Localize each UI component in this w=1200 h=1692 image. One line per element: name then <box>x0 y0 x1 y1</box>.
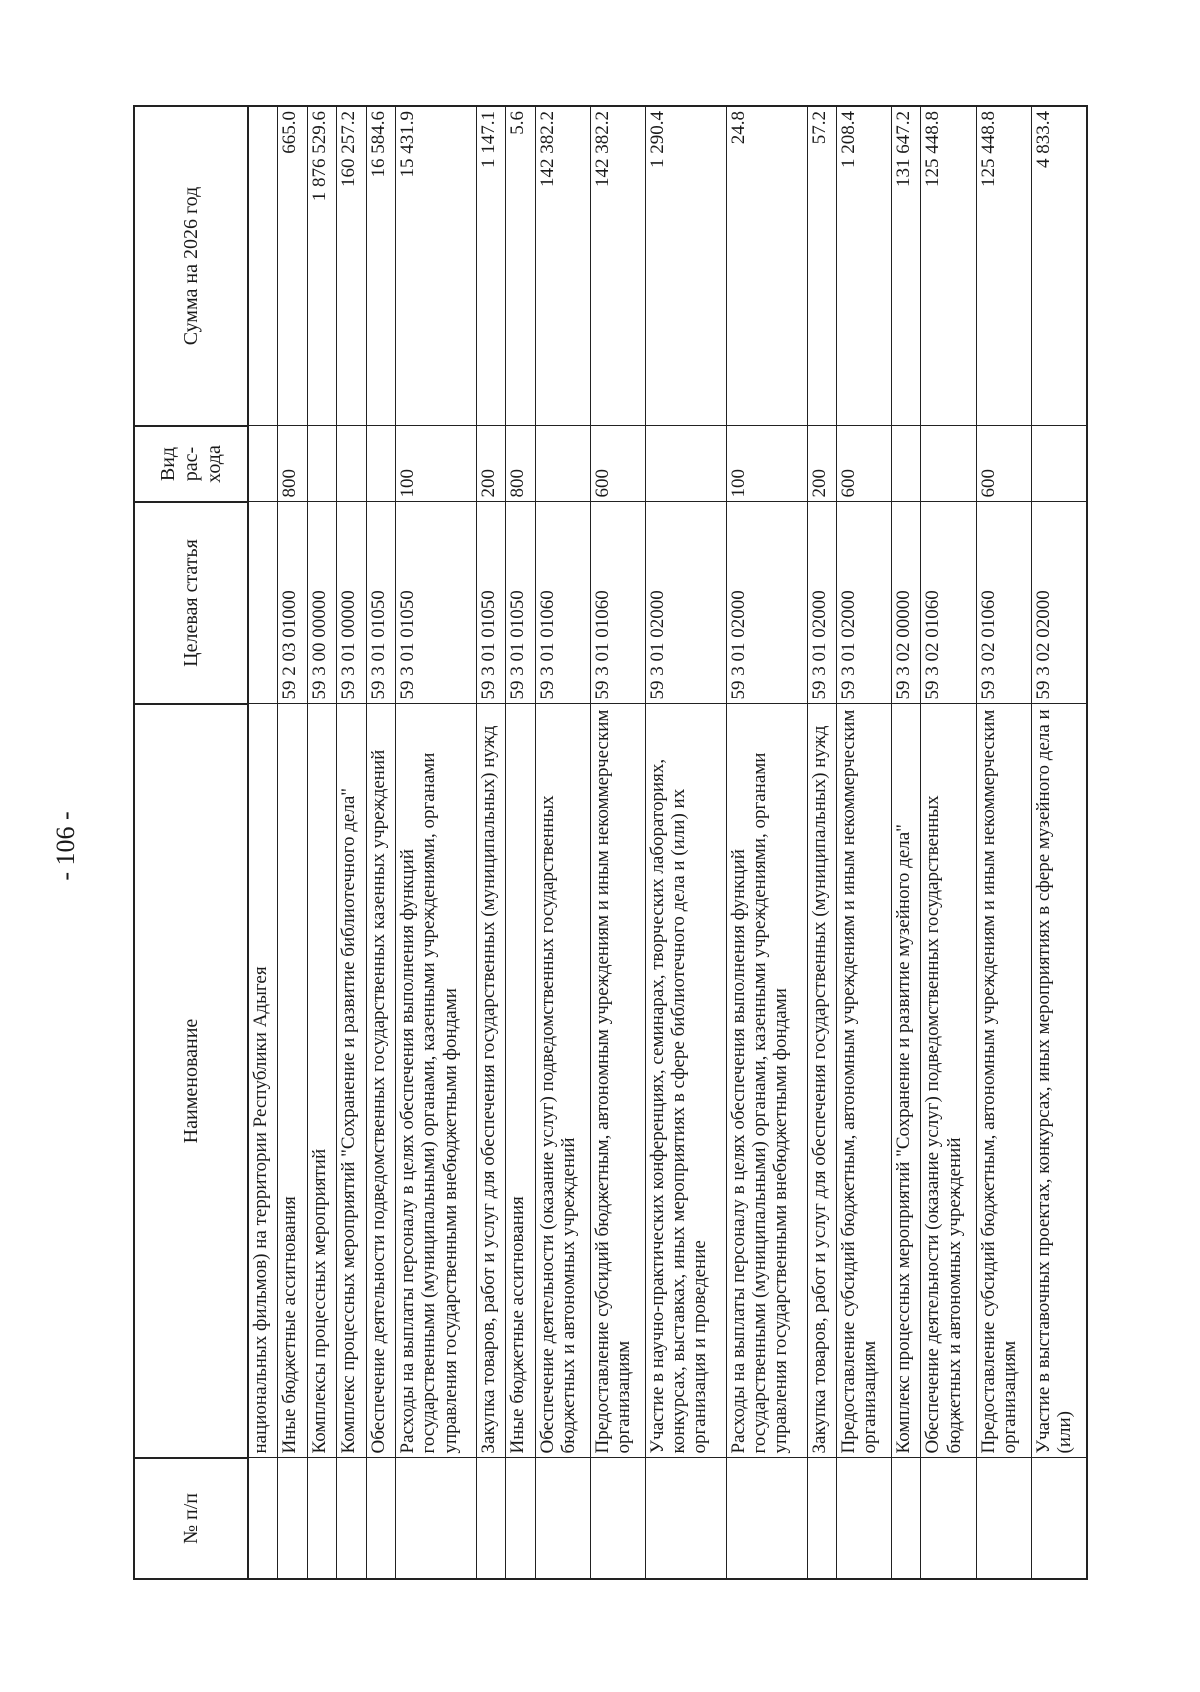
cell-kind <box>535 426 590 502</box>
header-code: Целевая статья <box>134 502 248 704</box>
cell-name: Закупка товаров, работ и услуг для обеспечения государственных (муниципальных) нужд <box>476 704 505 1458</box>
cell-code: 59 3 02 01060 <box>921 502 976 704</box>
budget-table <box>133 105 1088 1580</box>
cell-sum: 16 584.6 <box>366 106 395 426</box>
table-row <box>248 106 278 1579</box>
cell-num <box>506 1458 535 1579</box>
cell-name: Предоставление субсидий бюджетным, автономным учреждениям и иным некоммерческим организациям <box>590 704 645 1458</box>
table-row <box>892 106 921 1579</box>
cell-sum: 1 876 529.6 <box>307 106 336 426</box>
table-row <box>976 106 1031 1579</box>
cell-sum: 125 448.8 <box>976 106 1031 426</box>
cell-sum: 1 208.4 <box>836 106 891 426</box>
cell-num <box>307 1458 336 1579</box>
cell-code: 59 3 01 01050 <box>366 502 395 704</box>
cell-kind: 200 <box>476 426 505 502</box>
cell-sum: 125 448.8 <box>921 106 976 426</box>
cell-num <box>807 1458 836 1579</box>
cell-num <box>892 1458 921 1579</box>
table-row <box>1031 106 1087 1579</box>
table-row <box>278 106 307 1579</box>
cell-name: Предоставление субсидий бюджетным, автономным учреждениям и иным некоммерческим организациям <box>976 704 1031 1458</box>
cell-code: 59 3 01 02000 <box>807 502 836 704</box>
cell-sum: 5.6 <box>506 106 535 426</box>
cell-num <box>645 1458 726 1579</box>
cell-code: 59 3 02 00000 <box>892 502 921 704</box>
table-row <box>476 106 505 1579</box>
cell-kind: 100 <box>395 426 476 502</box>
cell-sum: 1 290.4 <box>645 106 726 426</box>
cell-name: Обеспечение деятельности (оказание услуг) подведомственных государственных бюджетных и автономных учреждений <box>921 704 976 1458</box>
cell-sum: 160 257.2 <box>337 106 366 426</box>
cell-name: Расходы на выплаты персоналу в целях обеспечения выполнения функций государственными (муниципальными) органами, казенными учреждениями, органами управления государственными внебюджетными фондами <box>726 704 807 1458</box>
cell-code: 59 3 01 02000 <box>645 502 726 704</box>
cell-code: 59 3 01 00000 <box>337 502 366 704</box>
cell-kind <box>248 426 278 502</box>
cell-num <box>337 1458 366 1579</box>
cell-sum: 4 833.4 <box>1031 106 1087 426</box>
cell-num <box>921 1458 976 1579</box>
header-num: № п/п <box>134 1458 248 1579</box>
cell-code: 59 2 03 01000 <box>278 502 307 704</box>
table-row <box>535 106 590 1579</box>
table-row <box>726 106 807 1579</box>
cell-code: 59 3 01 01050 <box>476 502 505 704</box>
cell-kind <box>337 426 366 502</box>
table-header-row <box>134 106 248 1579</box>
cell-code: 59 3 02 01060 <box>976 502 1031 704</box>
cell-kind <box>307 426 336 502</box>
budget-table-sheet <box>133 107 1088 1580</box>
cell-name: Комплекс процессных мероприятий "Сохранение и развитие библиотечного дела" <box>337 704 366 1458</box>
cell-kind: 100 <box>726 426 807 502</box>
cell-num <box>726 1458 807 1579</box>
cell-num <box>535 1458 590 1579</box>
cell-kind: 800 <box>506 426 535 502</box>
header-kind: Вид рас- хода <box>134 426 248 502</box>
cell-sum: 131 647.2 <box>892 106 921 426</box>
cell-num <box>278 1458 307 1579</box>
table-row <box>590 106 645 1579</box>
cell-name: Комплекс процессных мероприятий "Сохранение и развитие музейного дела" <box>892 704 921 1458</box>
table-row <box>836 106 891 1579</box>
cell-sum <box>248 106 278 426</box>
cell-kind: 600 <box>590 426 645 502</box>
cell-name: Обеспечение деятельности (оказание услуг) подведомственных государственных бюджетных и автономных учреждений <box>535 704 590 1458</box>
cell-name: Иные бюджетные ассигнования <box>278 704 307 1458</box>
header-name: Наименование <box>134 704 248 1458</box>
cell-kind <box>1031 426 1087 502</box>
budget-table-area <box>133 107 1088 1580</box>
cell-sum: 57.2 <box>807 106 836 426</box>
table-row <box>807 106 836 1579</box>
table-body <box>248 106 1087 1579</box>
cell-kind <box>892 426 921 502</box>
cell-code: 59 3 01 01060 <box>535 502 590 704</box>
cell-kind: 600 <box>976 426 1031 502</box>
cell-code: 59 3 01 01060 <box>590 502 645 704</box>
table-row <box>337 106 366 1579</box>
cell-num <box>590 1458 645 1579</box>
cell-sum: 1 147.1 <box>476 106 505 426</box>
cell-sum: 15 431.9 <box>395 106 476 426</box>
header-sum: Сумма на 2026 год <box>134 106 248 426</box>
cell-code: 59 3 01 01050 <box>506 502 535 704</box>
cell-num <box>1031 1458 1087 1579</box>
cell-name: Комплексы процессных мероприятий <box>307 704 336 1458</box>
cell-sum: 142 382.2 <box>590 106 645 426</box>
cell-num <box>976 1458 1031 1579</box>
cell-code: 59 3 01 01050 <box>395 502 476 704</box>
cell-code: 59 3 00 00000 <box>307 502 336 704</box>
cell-name: Закупка товаров, работ и услуг для обеспечения государственных (муниципальных) нужд <box>807 704 836 1458</box>
cell-name: Участие в выставочных проектах, конкурсах, иных мероприятиях в сфере музейного дела и (или) <box>1031 704 1087 1458</box>
cell-name: Расходы на выплаты персоналу в целях обеспечения выполнения функций государственными (муниципальными) органами, казенными учреждениями, органами управления государственными внебюджетными фондами <box>395 704 476 1458</box>
table-row <box>921 106 976 1579</box>
table-row <box>645 106 726 1579</box>
table-row <box>307 106 336 1579</box>
cell-num <box>248 1458 278 1579</box>
cell-num <box>476 1458 505 1579</box>
page-number: - 106 - <box>51 811 80 881</box>
cell-name: Предоставление субсидий бюджетным, автономным учреждениям и иным некоммерческим организациям <box>836 704 891 1458</box>
cell-sum: 665.0 <box>278 106 307 426</box>
table-row <box>366 106 395 1579</box>
cell-num <box>395 1458 476 1579</box>
cell-kind: 200 <box>807 426 836 502</box>
table-row <box>506 106 535 1579</box>
cell-sum: 142 382.2 <box>535 106 590 426</box>
cell-code <box>248 502 278 704</box>
cell-name: национальных фильмов) на территории Республики Адыгея <box>248 704 278 1458</box>
cell-num <box>366 1458 395 1579</box>
cell-name: Участие в научно-практических конференциях, семинарах, творческих лабораториях, конкурсах, выставках, иных мероприятиях в сфере библиотечного дела и (или) их организация и проведение <box>645 704 726 1458</box>
table-row <box>395 106 476 1579</box>
cell-name: Иные бюджетные ассигнования <box>506 704 535 1458</box>
cell-name: Обеспечение деятельности подведомственных государственных казенных учреждений <box>366 704 395 1458</box>
cell-kind: 800 <box>278 426 307 502</box>
cell-code: 59 3 01 02000 <box>726 502 807 704</box>
cell-code: 59 3 02 02000 <box>1031 502 1087 704</box>
cell-kind <box>645 426 726 502</box>
cell-kind <box>921 426 976 502</box>
cell-sum: 24.8 <box>726 106 807 426</box>
cell-kind <box>366 426 395 502</box>
cell-num <box>836 1458 891 1579</box>
cell-kind: 600 <box>836 426 891 502</box>
cell-code: 59 3 01 02000 <box>836 502 891 704</box>
